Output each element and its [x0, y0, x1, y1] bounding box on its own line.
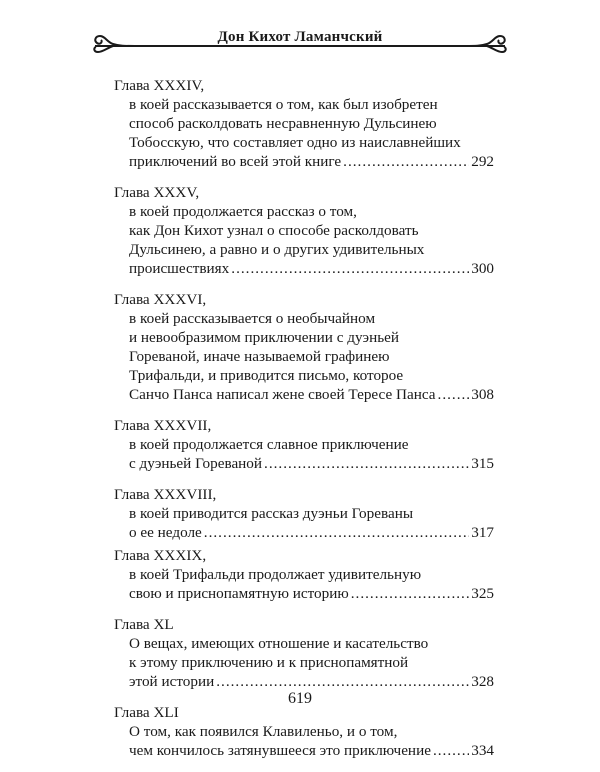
toc-entry[interactable]: [114, 485, 494, 542]
toc-entry[interactable]: [114, 703, 494, 760]
page-ref: 292: [471, 153, 494, 170]
entry-line: как Дон Кихот узнал о способе расколдовать: [129, 222, 419, 239]
dot-leader: [343, 152, 469, 171]
book-title: Дон Кихот Ламанчский: [205, 29, 394, 45]
entry-line: приключений во всей этой книге: [129, 153, 342, 170]
chapter-heading: Глава XXXIX,: [114, 547, 207, 564]
chapter-heading: Глава XL: [114, 616, 174, 633]
toc-entry[interactable]: [114, 290, 494, 404]
entry-line: с дуэньей Гореваной: [129, 455, 263, 472]
entry-line: в коей продолжается славное приключение: [129, 436, 409, 453]
page-ref: 325: [471, 585, 494, 602]
dot-leader: [204, 523, 469, 542]
entry-line: О том, как появился Клавиленьо, и о том,: [129, 723, 398, 740]
toc-entry[interactable]: [114, 615, 494, 691]
entry-line: о ее недоле: [129, 524, 202, 541]
chapter-heading: Глава XXXVII,: [114, 417, 212, 434]
page-ref: 308: [471, 386, 494, 403]
chapter-heading: Глава XXXVIII,: [114, 486, 217, 503]
entry-line: свою и приснопамятную историю: [129, 585, 349, 602]
entry-line: Гореваной, иначе называемой графинею: [129, 348, 390, 365]
entry-line: в коей приводится рассказ дуэньи Гореваны: [129, 505, 414, 522]
entry-line: чем кончилось затянувшееся это приключение: [129, 742, 431, 759]
entry-line: способ расколдовать несравненную Дульсинею: [129, 115, 437, 132]
page-ref: 317: [471, 524, 494, 541]
page-ref: 334: [471, 742, 494, 759]
running-header: [95, 28, 505, 56]
toc-entry[interactable]: [114, 546, 494, 603]
entry-line: этой истории: [129, 673, 215, 690]
entry-line: происшествиях: [129, 260, 230, 277]
page-ref: 300: [471, 260, 494, 277]
entry-line: Дульсинею, а равно и о других удивительных: [129, 241, 425, 258]
entry-line: в коей рассказывается о необычайном: [129, 310, 376, 327]
chapter-heading: Глава XLI: [114, 704, 179, 721]
page-ref: 315: [471, 455, 494, 472]
table-of-contents: [114, 76, 494, 772]
toc-entry[interactable]: [114, 416, 494, 473]
entry-line: Тобосскую, что составляет одно из наиславнейших: [129, 134, 461, 151]
page-ref: 328: [471, 673, 494, 690]
dot-leader: [216, 672, 469, 691]
dot-leader: [231, 259, 469, 278]
entry-line: в коей Трифальди продолжает удивительную: [129, 566, 422, 583]
chapter-heading: Глава XXXVI,: [114, 291, 207, 308]
dot-leader: [433, 741, 469, 760]
dot-leader: [264, 454, 469, 473]
page-number: 619: [288, 690, 312, 707]
entry-line: к этому приключению и к приснопамятной: [129, 654, 409, 671]
toc-entry[interactable]: [114, 183, 494, 278]
dot-leader: [351, 584, 470, 603]
entry-line: в коей рассказывается о том, как был изобретен: [129, 96, 438, 113]
chapter-heading: Глава XXXV,: [114, 184, 200, 201]
dot-leader: [438, 385, 470, 404]
entry-line: Санчо Панса написал жене своей Тересе Панса: [129, 386, 436, 403]
entry-line: О вещах, имеющих отношение и касательство: [129, 635, 429, 652]
entry-line: и невообразимом приключении с дуэньей: [129, 329, 399, 346]
toc-entry[interactable]: [114, 76, 494, 171]
entry-line: в коей продолжается рассказ о том,: [129, 203, 357, 220]
chapter-heading: Глава XXXIV,: [114, 77, 205, 94]
entry-line: Трифальди, и приводится письмо, которое: [129, 367, 404, 384]
